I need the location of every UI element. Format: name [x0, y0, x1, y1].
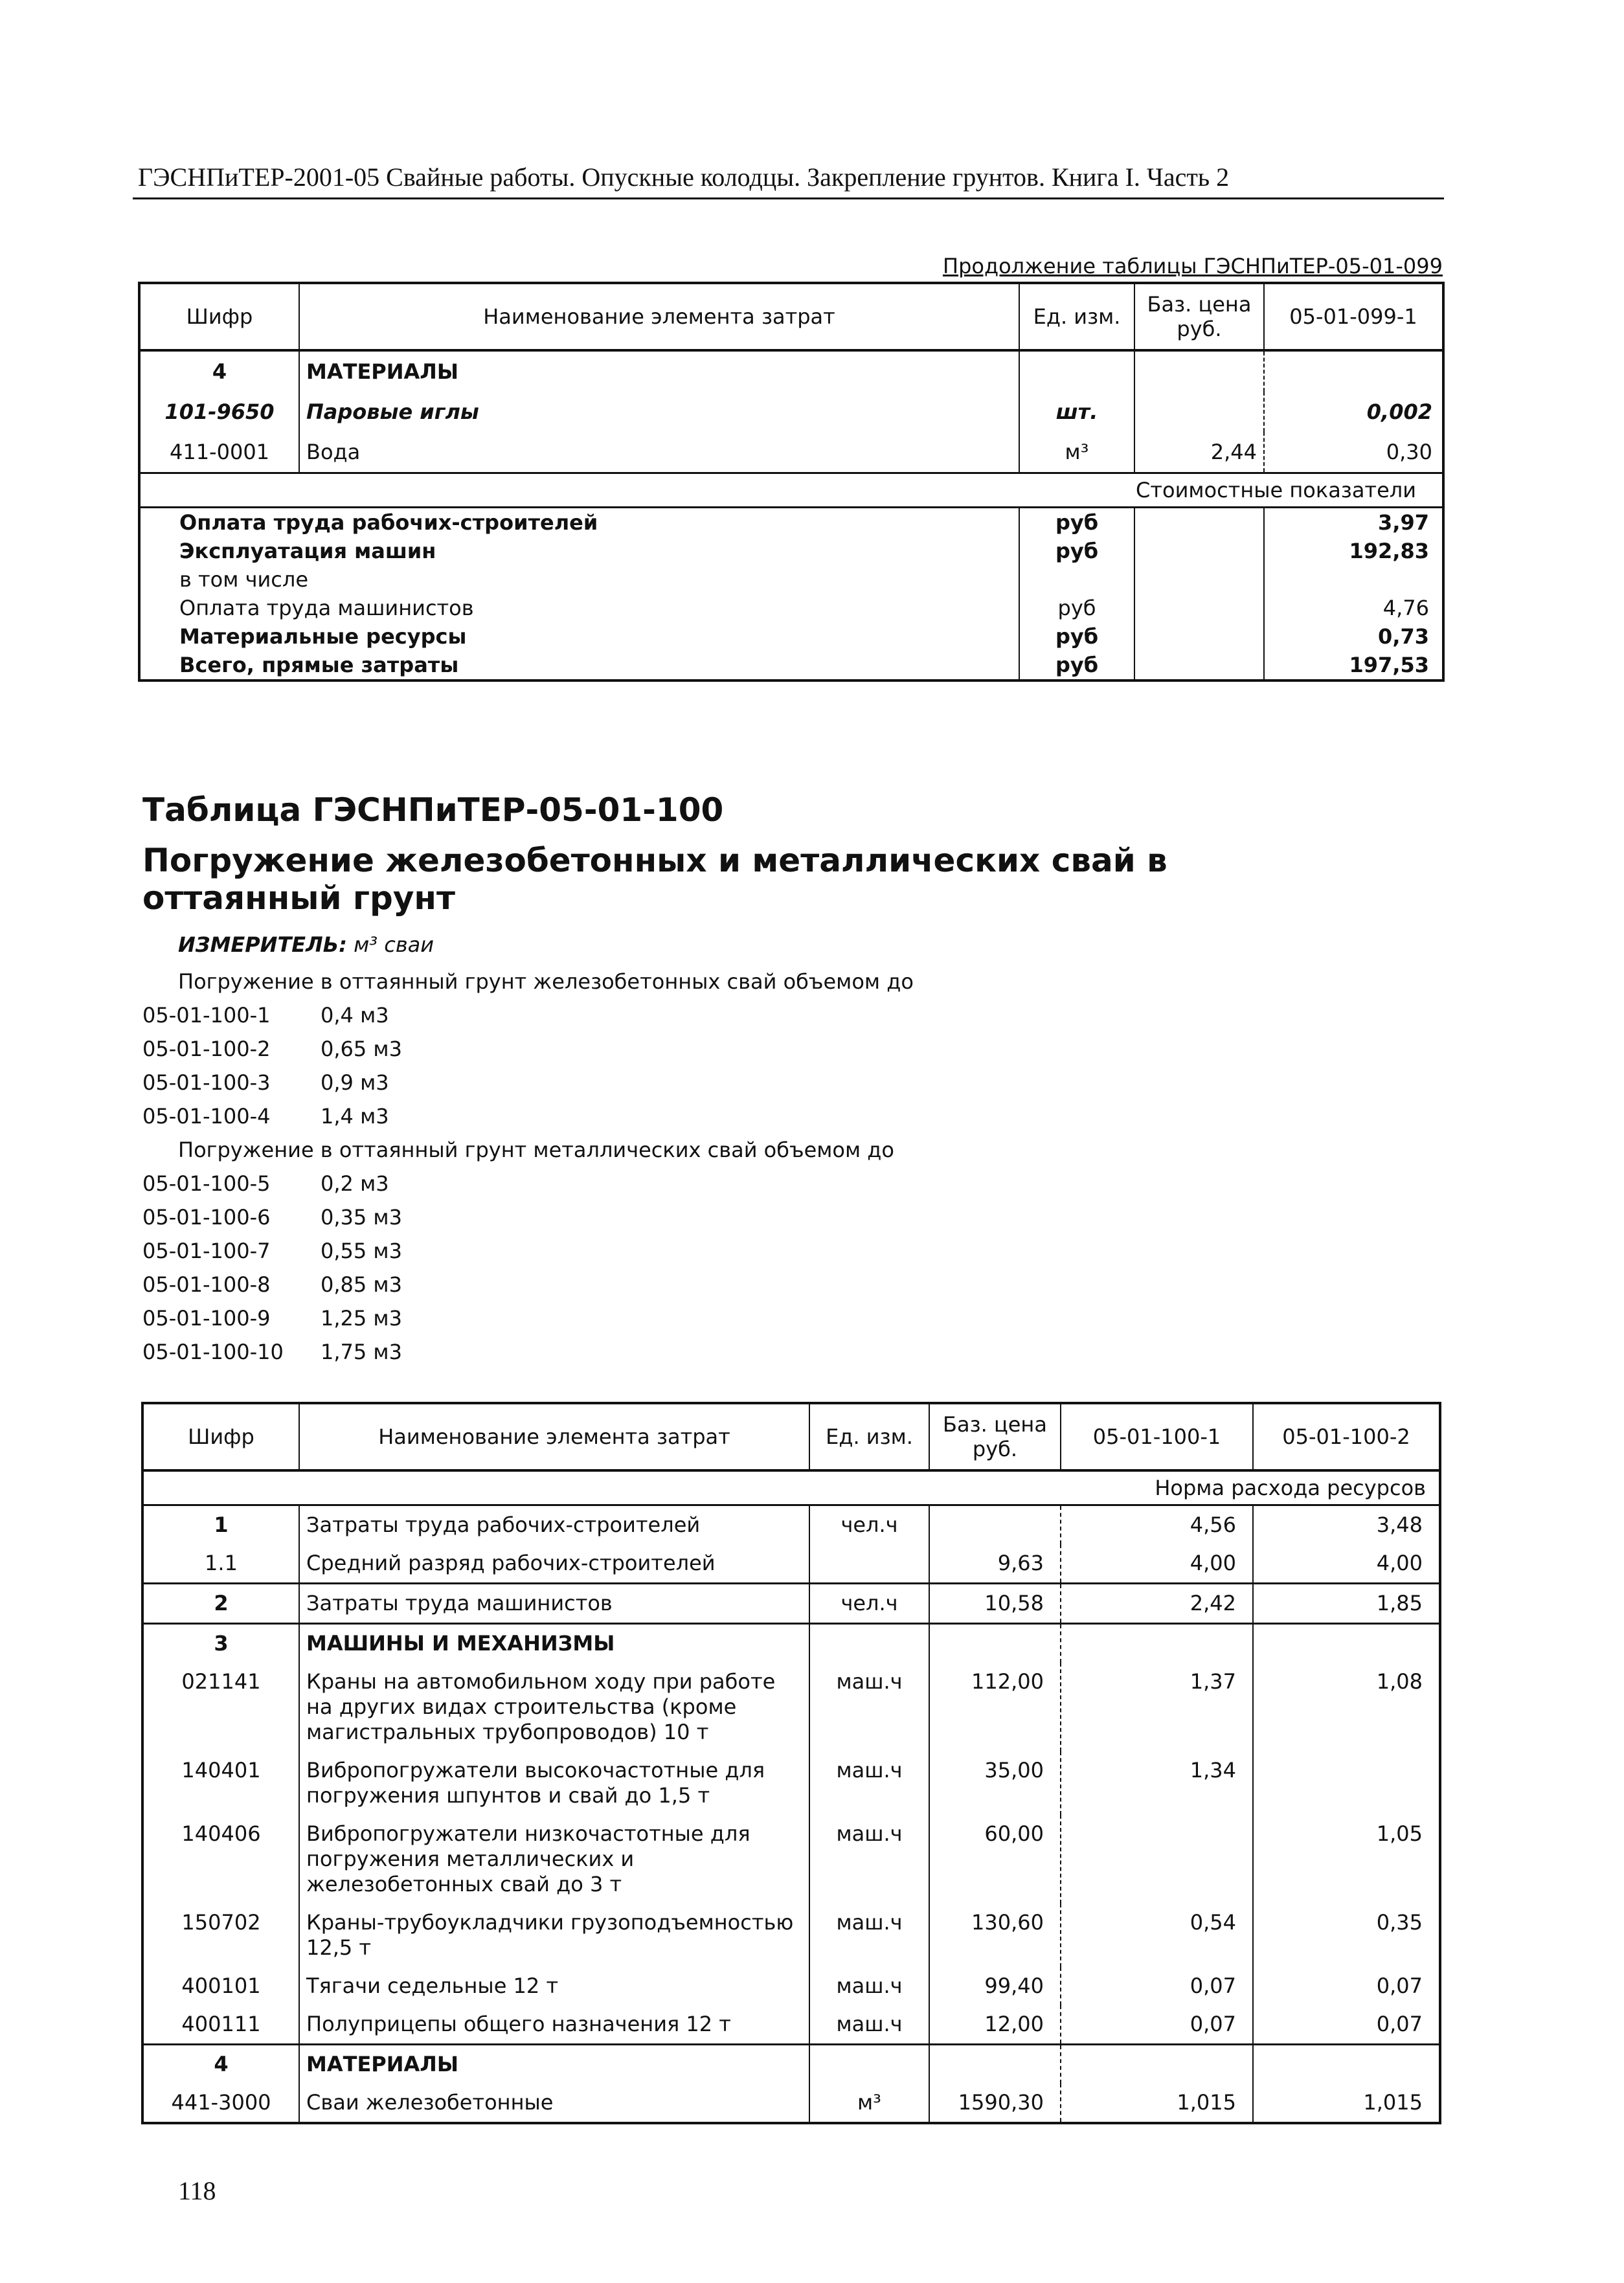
cell-price: 99,40	[929, 1967, 1061, 2005]
col-header-norm-1: 05-01-100-1	[1061, 1403, 1253, 1470]
cell-code: 140406	[142, 1815, 299, 1904]
cell-code: 1	[142, 1505, 299, 1545]
cell-price: 35,00	[929, 1751, 1061, 1815]
cell-norm-2: 1,05	[1376, 1821, 1423, 1846]
item-volume: 1,4 м3	[321, 1104, 389, 1129]
list-item	[142, 1066, 914, 1099]
col-header-code: Шифр	[139, 283, 299, 350]
table-row	[142, 1904, 1440, 1967]
cell-norm-2	[1253, 1624, 1440, 1663]
cell-norm-1: 4,56	[1061, 1505, 1253, 1545]
cost-name: Оплата труда машинистов	[139, 594, 1019, 622]
cell-name: Вода	[299, 432, 1019, 473]
item-code: 05-01-100-10	[142, 1340, 284, 1364]
table-row	[142, 1815, 1440, 1904]
list-item	[142, 1335, 914, 1369]
item-volume: 0,65 м3	[321, 1037, 402, 1061]
meter-value: м³ сваи	[354, 932, 434, 957]
cell-norm-2: 0,07	[1376, 2012, 1423, 2036]
cell-name: Вибропогружатели высокочастотные для погружения шпунтов и свай до 1,5 т	[299, 1751, 809, 1815]
item-volume: 0,85 м3	[321, 1272, 402, 1297]
cell-unit: шт.	[1019, 392, 1134, 432]
cell-unit: маш.ч	[809, 1663, 929, 1751]
cell-price: 9,63	[929, 1544, 1061, 1584]
cell-code: 3	[142, 1624, 299, 1663]
cost-row	[139, 594, 1443, 622]
cell-price	[929, 1505, 1061, 1545]
cell-norm-2: 3,48	[1376, 1513, 1423, 1537]
list-item	[142, 1301, 914, 1335]
cell-unit: м³	[809, 2084, 929, 2123]
list-item	[142, 1167, 914, 1200]
cell-code: 140401	[142, 1751, 299, 1815]
cell-code: 021141	[142, 1663, 299, 1751]
cost-row	[139, 622, 1443, 651]
cell-norm: 0,30	[1386, 440, 1432, 464]
cost-row	[139, 651, 1443, 680]
cell-name: Краны-трубоукладчики грузоподъемностью 12,5 т	[299, 1904, 809, 1967]
item-code: 05-01-100-2	[142, 1037, 271, 1061]
cost-value: 4,76	[1382, 596, 1429, 620]
table-row	[142, 1624, 1440, 1663]
cell-price	[929, 1624, 1061, 1663]
group-heading: Погружение в оттаянный грунт железобетонных свай объемом до	[178, 969, 914, 994]
list-item	[142, 1099, 914, 1133]
cell-price: 112,00	[929, 1663, 1061, 1751]
section-label-row	[142, 1470, 1440, 1505]
cell-code: 400101	[142, 1967, 299, 2005]
item-volume: 0,55 м3	[321, 1239, 402, 1263]
cell-norm-1: 4,00	[1061, 1544, 1253, 1584]
cell-price: 1590,30	[929, 2084, 1061, 2123]
cell-norm-1: 2,42	[1061, 1584, 1253, 1624]
table-row	[142, 2084, 1440, 2123]
table-title: Таблица ГЭСНПиТЕР-05-01-100	[142, 791, 724, 829]
col-header-norm-2: 05-01-100-2	[1253, 1403, 1440, 1470]
list-item	[142, 998, 914, 1032]
cell-code: 4	[142, 2045, 299, 2084]
table-continuation-caption: Продолжение таблицы ГЭСНПиТЕР-05-01-099	[943, 254, 1443, 278]
header-rule	[133, 197, 1444, 199]
cell-name: Средний разряд рабочих-строителей	[299, 1544, 809, 1584]
cell-norm-1: 0,07	[1061, 2005, 1253, 2045]
cost-name: Всего, прямые затраты	[139, 651, 1019, 680]
table-05-01-099	[138, 282, 1445, 682]
item-volume: 0,9 м3	[321, 1070, 389, 1095]
cost-value: 197,53	[1349, 653, 1429, 677]
cell-norm-2: 0,07	[1376, 1974, 1423, 1998]
item-volume: 1,25 м3	[321, 1306, 402, 1331]
cell-price	[1134, 392, 1264, 432]
cell-price: 10,58	[929, 1584, 1061, 1624]
cell-unit	[809, 2045, 929, 2084]
cost-value	[1264, 565, 1443, 594]
meter-label: ИЗМЕРИТЕЛЬ:	[178, 932, 347, 957]
item-volume: 0,2 м3	[321, 1171, 389, 1196]
cell-norm-1: 0,07	[1061, 1967, 1253, 2005]
table-row	[142, 1505, 1440, 1545]
cost-name: Оплата труда рабочих-строителей	[139, 508, 1019, 537]
cell-name: МАТЕРИАЛЫ	[299, 350, 1019, 392]
col-header-price: Баз. цена руб.	[1134, 283, 1264, 350]
col-header-norm: 05-01-099-1	[1264, 283, 1443, 350]
cost-unit: руб	[1019, 537, 1134, 565]
item-code: 05-01-100-1	[142, 1003, 271, 1028]
cell-name: Тягачи седельные 12 т	[299, 1967, 809, 2005]
item-code: 05-01-100-5	[142, 1171, 271, 1196]
item-code: 05-01-100-6	[142, 1205, 271, 1230]
cell-norm-1: 1,37	[1061, 1663, 1253, 1751]
cost-row	[139, 537, 1443, 565]
meter-line	[178, 932, 434, 957]
cost-row	[139, 508, 1443, 537]
cell-unit: маш.ч	[809, 1751, 929, 1815]
table-subtitle: Погружение железобетонных и металлических свай в оттаянный грунт	[142, 842, 1167, 917]
cell-unit: маш.ч	[809, 1815, 929, 1904]
cell-name: МАТЕРИАЛЫ	[299, 2045, 809, 2084]
table-row	[142, 2045, 1440, 2084]
item-code: 05-01-100-7	[142, 1239, 271, 1263]
cell-norm-2: 1,08	[1376, 1669, 1423, 1694]
cost-name: в том числе	[139, 565, 1019, 594]
cost-unit	[1019, 565, 1134, 594]
cell-unit: чел.ч	[809, 1584, 929, 1624]
item-code: 05-01-100-8	[142, 1272, 271, 1297]
table-header-row	[139, 283, 1443, 350]
cell-unit: маш.ч	[809, 2005, 929, 2045]
cell-code: 2	[142, 1584, 299, 1624]
cell-norm-1	[1061, 1815, 1253, 1904]
cost-unit: руб	[1019, 651, 1134, 680]
item-code: 05-01-100-4	[142, 1104, 271, 1129]
item-code: 05-01-100-9	[142, 1306, 271, 1331]
cell-norm-2: 1,015	[1363, 2090, 1423, 2115]
cell-name: Сваи железобетонные	[299, 2084, 809, 2123]
table-header-row	[142, 1403, 1440, 1470]
cell-code: 101-9650	[139, 392, 299, 432]
table-row	[142, 2005, 1440, 2045]
cell-norm-1	[1061, 2045, 1253, 2084]
cell-name: Затраты труда рабочих-строителей	[299, 1505, 809, 1545]
list-item	[142, 1032, 914, 1066]
table-row	[139, 432, 1443, 473]
cell-norm	[1264, 350, 1443, 392]
cell-price: 12,00	[929, 2005, 1061, 2045]
table-row	[142, 1544, 1440, 1584]
list-item	[142, 1200, 914, 1234]
cell-unit: м³	[1019, 432, 1134, 473]
table-row	[139, 392, 1443, 432]
cell-norm-1: 1,015	[1061, 2084, 1253, 2123]
cell-name: Краны на автомобильном ходу при работе на других видах строительства (кроме магистральных трубопроводов) 10 т	[299, 1663, 809, 1751]
cell-norm-2: 1,85	[1253, 1584, 1440, 1624]
cell-unit	[1019, 350, 1134, 392]
list-item	[142, 1268, 914, 1301]
running-header: ГЭСНПиТЕР-2001-05 Свайные работы. Опускные колодцы. Закрепление грунтов. Книга I. Часть 2	[138, 163, 1230, 192]
cell-norm-2	[1253, 1751, 1440, 1815]
list-item	[142, 1234, 914, 1268]
cell-price: 130,60	[929, 1904, 1061, 1967]
col-header-unit: Ед. изм.	[1019, 283, 1134, 350]
cell-price: 60,00	[929, 1815, 1061, 1904]
cell-norm-2: 4,00	[1376, 1551, 1423, 1575]
table-row	[142, 1584, 1440, 1624]
cost-unit: руб	[1019, 508, 1134, 537]
table-row	[142, 1751, 1440, 1815]
item-volume: 0,4 м3	[321, 1003, 389, 1028]
cell-code: 441-3000	[142, 2084, 299, 2123]
table-row	[142, 1663, 1440, 1751]
cell-unit: маш.ч	[809, 1904, 929, 1967]
cost-value: 0,73	[1378, 624, 1429, 649]
cell-code: 411-0001	[139, 432, 299, 473]
cost-row	[139, 565, 1443, 594]
col-header-price: Баз. цена руб.	[929, 1403, 1061, 1470]
cell-code: 1.1	[142, 1544, 299, 1584]
cell-name: Паровые иглы	[299, 392, 1019, 432]
cell-norm-2: 0,35	[1376, 1910, 1423, 1935]
col-header-name: Наименование элемента затрат	[299, 283, 1019, 350]
cell-name: Полуприцепы общего назначения 12 т	[299, 2005, 809, 2045]
group-heading: Погружение в оттаянный грунт металлических свай объемом до	[178, 1138, 894, 1162]
table-05-01-100	[141, 1402, 1441, 2124]
cell-name: МАШИНЫ И МЕХАНИЗМЫ	[299, 1624, 809, 1663]
cell-code: 4	[139, 350, 299, 392]
cell-unit: чел.ч	[809, 1505, 929, 1545]
cost-unit: руб	[1019, 622, 1134, 651]
section-label-row	[139, 473, 1443, 508]
cell-unit: маш.ч	[809, 1967, 929, 2005]
cell-price	[929, 2045, 1061, 2084]
item-code: 05-01-100-3	[142, 1070, 271, 1095]
cost-name: Материальные ресурсы	[139, 622, 1019, 651]
cell-norm-1: 0,54	[1061, 1904, 1253, 1967]
cost-unit: руб	[1019, 594, 1134, 622]
col-header-unit: Ед. изм.	[809, 1403, 929, 1470]
cell-price: 2,44	[1134, 432, 1264, 473]
page-number: 118	[178, 2176, 216, 2205]
col-header-name: Наименование элемента затрат	[299, 1403, 809, 1470]
cost-name: Эксплуатация машин	[139, 537, 1019, 565]
item-volume: 1,75 м3	[321, 1340, 402, 1364]
cell-price	[1134, 350, 1264, 392]
item-volume: 0,35 м3	[321, 1205, 402, 1230]
cell-name: Затраты труда машинистов	[299, 1584, 809, 1624]
table-row	[142, 1967, 1440, 2005]
table-row	[139, 350, 1443, 392]
cell-norm: 0,002	[1366, 399, 1432, 424]
cell-code: 150702	[142, 1904, 299, 1967]
cell-norm-2	[1253, 2045, 1440, 2084]
cell-code: 400111	[142, 2005, 299, 2045]
section-label: Стоимостные показатели	[139, 473, 1443, 508]
cell-norm-1	[1061, 1624, 1253, 1663]
cost-value: 3,97	[1378, 510, 1429, 535]
cell-norm-1: 1,34	[1061, 1751, 1253, 1815]
cell-unit	[809, 1544, 929, 1584]
cell-unit	[809, 1624, 929, 1663]
col-header-code: Шифр	[142, 1403, 299, 1470]
section-label: Норма расхода ресурсов	[142, 1470, 1440, 1505]
cell-name: Вибропогружатели низкочастотные для погружения металлических и железобетонных свай до 3 т	[299, 1815, 809, 1904]
position-list	[142, 965, 914, 1369]
cost-value: 192,83	[1349, 539, 1429, 563]
